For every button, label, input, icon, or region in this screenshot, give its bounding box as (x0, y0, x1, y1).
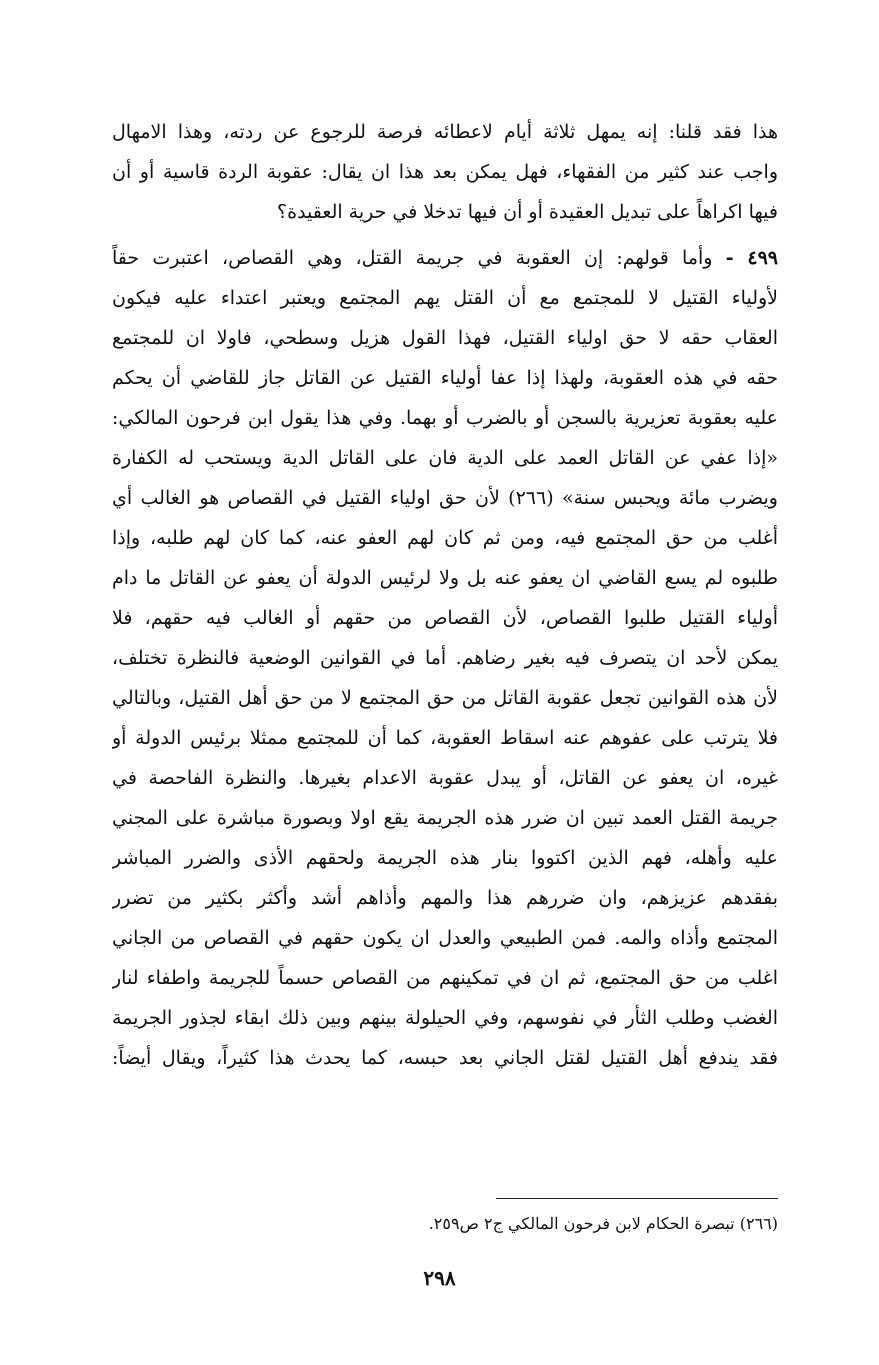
text-line: فيها اكراهاً على تبديل العقيدة أو أن فيها تدخلا في حرية العقيدة؟ (277, 201, 778, 223)
text-line: الغضب وطلب الثأر في نفوسهم، وفي الحيلولة بينهم وبين ذلك ابقاء لجذور الجريمة (112, 1007, 778, 1029)
text-line: غيره، ان يعفو عن القاتل، أو يبدل عقوبة الاعدام بغيرها. والنظرة الفاحصة في (112, 767, 778, 789)
text-line: فقد يندفع أهل القتيل لقتل الجاني بعد حبسه، كما يحدث هذا كثيراً، ويقال أيضاً: (112, 1047, 778, 1069)
text-line: أغلب من حق المجتمع فيه، ومن ثم كان لهم العفو عنه، كما كان لهم طلبه، وإذا (112, 527, 778, 549)
text-line: طلبوه لم يسع القاضي ان يعفو عنه بل ولا لرئيس الدولة أن يعفو عن القاتل ما دام (112, 567, 778, 589)
text-line: جريمة القتل العمد تبين ان ضرر هذه الجريمة يقع اولا وبصورة مباشرة على المجني (112, 807, 778, 829)
text-line: هذا فقد قلنا: إنه يمهل ثلاثة أيام لاعطائه فرصة للرجوع عن ردته، وهذا الامهال (112, 121, 778, 143)
text-line: لأولياء القتيل لا للمجتمع مع أن القتل يهم المجتمع ويعتبر اعتداء عليه فيكون (112, 287, 778, 309)
text-line: حقه في هذه العقوبة، ولهذا إذا عفا أولياء القتيل عن القاتل جاز للقاضي أن يحكم (112, 367, 778, 389)
text-line: واجب عند كثير من الفقهاء، فهل يمكن بعد هذا ان يقال: عقوبة الردة قاسية أو أن (112, 161, 778, 183)
footnote-separator (496, 1198, 778, 1199)
text-line: عليه وأهله، فهم الذين اكتووا بنار هذه الجريمة ولحقهم الأذى والضرر المباشر (112, 847, 778, 869)
text-line: أولياء القتيل طلبوا القصاص، لأن القصاص من حقهم أو الغالب فيه حقهم، فلا (112, 607, 778, 629)
text-line-content: وأما قولهم: إن العقوبة في جريمة القتل، وهي القصاص، اعتبرت حقاً (112, 247, 713, 269)
text-line: لأن هذه القوانين تجعل عقوبة القاتل من حق المجتمع لا من حق أهل القتيل، وبالتالي (112, 687, 778, 709)
text-line: المجتمع وأذاه والمه. فمن الطبيعي والعدل ان يكون حقهم في القصاص من الجاني (112, 927, 778, 949)
paragraph-number: ٤٩٩ - (725, 247, 778, 269)
text-line: ويضرب مائة ويحبس سنة» (٢٦٦) لأن حق اولياء القتيل في القصاص هو الغالب أي (112, 487, 778, 509)
text-line: اغلب من حق المجتمع، ثم ان في تمكينهم من القصاص حسماً للجريمة واطفاء لنار (112, 967, 778, 989)
text-line (112, 238, 778, 278)
page-number: ٢٩٨ (423, 1266, 456, 1290)
body-text (112, 112, 778, 1078)
text-line: عليه بعقوبة تعزيرية بالسجن أو بالضرب أو بهما. وفي هذا يقول ابن فرحون المالكي: (112, 407, 778, 429)
text-line: يمكن لأحد ان يتصرف فيه بغير رضاهم. أما في القوانين الوضعية فالنظرة تختلف، (112, 647, 778, 669)
text-line: بفقدهم عزيزهم، وان ضررهم هذا والمهم وأذاهم أشد وأكثر بكثير من تضرر (112, 887, 778, 909)
footnote: (٢٦٦) تبصرة الحكام لابن فرحون المالكي ج٢ ص٢٥٩. (428, 1214, 778, 1233)
text-line: العقاب حقه لا حق اولياء القتيل، فهذا القول هزيل وسطحي، فاولا ان للمجتمع (112, 327, 778, 349)
text-line: «إذا عفي عن القاتل العمد على الدية فان على القاتل الدية ويستحب له الكفارة (112, 447, 778, 469)
text-line: فلا يترتب على عفوهم عنه اسقاط العقوبة، كما أن للمجتمع ممثلا برئيس الدولة أو (112, 727, 778, 749)
